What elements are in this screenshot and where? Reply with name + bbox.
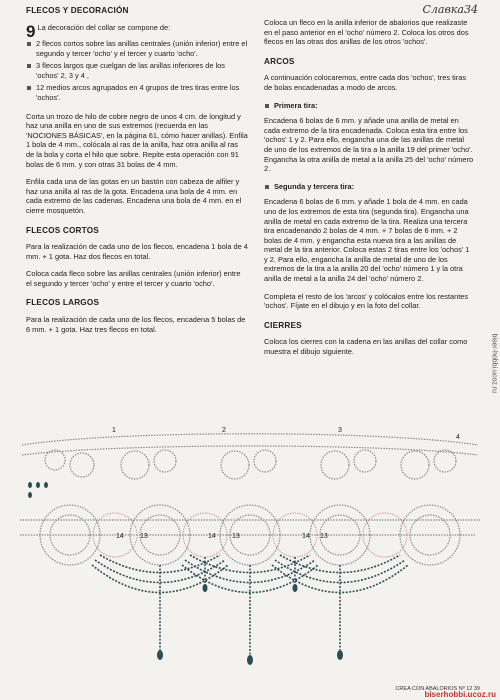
heading-cierres: CIERRES bbox=[264, 320, 302, 330]
bottom-watermark: biserhobbi.ucoz.ru bbox=[424, 690, 496, 699]
diagram-label: 13 bbox=[140, 533, 148, 540]
intro-text: La decoración del collar se compone de: bbox=[37, 23, 171, 32]
paragraph: Corta un trozo de hilo de cobre negro de unos 4 cm. de longitud y haz una anilla en uno de sus extremos (recuerda en las 'NOCIONES BÁSICAS', en la página 61, cómo hacer anillas). Enfila 1 bola de 4 mm., colócala al ras de la anilla, haz otra anilla al ras de la bola y corta el hilo que sobre. Repite esta operación con 91 bolas de 6 mm. y con otras 31 bolas de 4 mm. bbox=[26, 111, 248, 169]
step-number: 9 bbox=[26, 22, 36, 41]
paragraph: Completa el resto de los 'arcos' y colócalos entre los restantes 'ochos'. Fíjate en el dibujo y en la foto del collar. bbox=[264, 291, 469, 311]
diagram-label: 3 bbox=[338, 427, 342, 434]
heading-arcos: ARCOS bbox=[264, 56, 295, 66]
diagram-label: 14 bbox=[208, 533, 216, 540]
bullet-list bbox=[26, 39, 248, 103]
subheading-segunda-tercera: Segunda y tercera tira: bbox=[264, 182, 474, 192]
bullet-item: 3 flecos largos que cuelgan de las anillas inferiores de los 'ochos' 2, 3 y 4 , bbox=[26, 61, 248, 80]
paragraph: Coloca cada fleco sobre las anillas centrales (unión inferior) entre el segundo y tercer 'ocho' y entre el tercer y cuarto 'ocho'. bbox=[26, 269, 241, 288]
side-watermark: biser-hobbi.ucoz.ru bbox=[491, 333, 498, 393]
diagram-label: 14 bbox=[302, 533, 310, 540]
diagram-label: 14 bbox=[116, 533, 124, 540]
diagram-label: 13 bbox=[320, 533, 328, 540]
paragraph: Encadena 6 bolas de 6 mm. y añade una anilla de metal en cada extremo de la tira encadenada. Coloca esta tira entre los 'ochos' 1 y 2. Para ello, engancha una de las anillas de metal de uno de los extremos de la tira a la anilla 19 del primer 'ocho'. Engancha la otra anilla de metal a la anilla 25 del 'ocho' número 2. bbox=[264, 116, 474, 174]
necklace-diagram bbox=[0, 425, 500, 685]
diagram-label: 1 bbox=[112, 427, 116, 434]
paragraph: Para la realización de cada uno de los flecos, encadena 1 bola de 4 mm. + 1 gota. Haz dos flecos en total. bbox=[26, 242, 248, 261]
diagram-label: 2 bbox=[222, 427, 226, 434]
diagram-label: 4 bbox=[456, 434, 460, 441]
subheading-primera-tira: Primera tira: bbox=[264, 101, 474, 111]
section-title-flecos: FLECOS Y DECORACIÓN bbox=[26, 6, 129, 15]
page-footer: CREA CON ABALORIOS Nº 12 39 bbox=[395, 686, 480, 692]
paragraph: Coloca los cierres con la cadena en las anillas del collar como muestra el dibujo siguiente. bbox=[264, 337, 468, 357]
paragraph: A continuación colocaremos, entre cada dos 'ochos', tres tiras de bolas encadenadas a modo de arcos. bbox=[264, 73, 467, 92]
left-body bbox=[26, 23, 248, 342]
paragraph: Encadena 6 bolas de 6 mm. y añade 1 bola de 4 mm. en cada uno de los extremos de esta tira (segunda tira). Engancha una anilla de metal en cada extremo de la tira. Realiza una tercera tira encadenando 2 bolas de 4 mm. + 7 bolas de 6 mm. + 2 bolas de 4 mm. y engancha esta nueva tira a las anillas de metal de la tira anterior. Coloca estas 2 tiras entre los 'ochos' 1 y 2. Para ello, engancha la anilla de metal de uno de los extremos de la tira a la anilla 20 del 'ocho' número 1 y la otra anilla de metal a la anilla 24 del 'ocho' número 2. bbox=[264, 197, 470, 284]
heading-flecos-cortos: FLECOS CORTOS bbox=[26, 225, 99, 235]
paragraph: Para la realización de cada uno de los flecos, encadena 5 bolas de 6 mm. + 1 gota. Haz tres flecos en total. bbox=[26, 315, 246, 334]
paragraph: Enfila cada una de las gotas en un bastón con cabeza de alfiler y haz una anilla al ras de la gota. Encadena una bola de 4 mm. en cada extremo de las cadenas. Encadena una bola de 4 mm. en el cierre mosquetón. bbox=[26, 177, 242, 215]
signature-stamp: Славка34 bbox=[422, 3, 478, 16]
bullet-item: 2 flecos cortos sobre las anillas centrales (unión inferior) entre el segundo y tercer 'ocho' y el tercer y cuarto 'ocho'. bbox=[26, 39, 248, 58]
right-body bbox=[264, 18, 474, 365]
paragraph: Coloca un fleco en la anilla inferior de abalorios que realizaste en el paso anterior en el 'ocho' número 2. Coloca los otros dos flecos en las otras dos anillas de los otros 'ochos'. bbox=[264, 18, 469, 47]
diagram-label: 13 bbox=[232, 533, 240, 540]
bullet-item: 12 medios arcos agrupados en 4 grupos de tres tiras entre los 'ochos'. bbox=[26, 83, 248, 102]
heading-flecos-largos: FLECOS LARGOS bbox=[26, 298, 100, 308]
